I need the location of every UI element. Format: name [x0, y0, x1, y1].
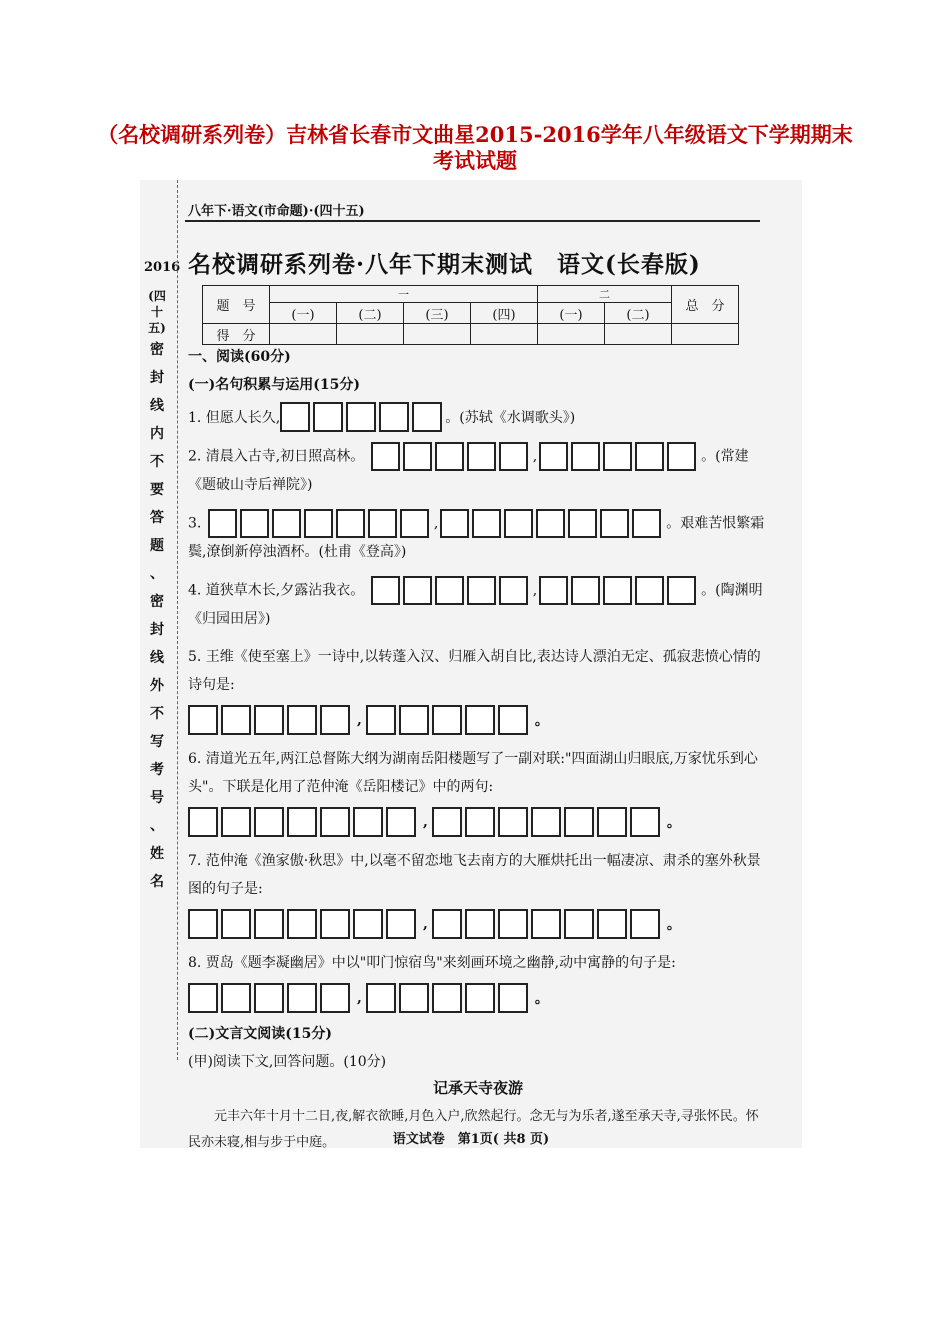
- answer-box[interactable]: [498, 983, 528, 1013]
- answer-box[interactable]: [254, 705, 284, 735]
- q4-prefix: 4. 道狭草木长,夕露沾我衣。: [188, 582, 365, 599]
- part-classical-reading: (二)文言文阅读(15分): [188, 1026, 332, 1042]
- score-label-score: 得 分: [203, 324, 270, 345]
- answer-box[interactable]: [221, 983, 251, 1013]
- answer-box[interactable]: [320, 705, 350, 735]
- score-col-6: (二): [605, 303, 672, 324]
- answer-box[interactable]: [568, 509, 597, 538]
- side-text-2: 封: [150, 370, 164, 386]
- answer-box[interactable]: [498, 807, 528, 837]
- answer-box[interactable]: [632, 509, 661, 538]
- seal-dashed-line: [177, 180, 179, 1060]
- answer-box[interactable]: [188, 909, 218, 939]
- answer-box[interactable]: [499, 442, 528, 471]
- side-text-14: 不: [150, 706, 164, 722]
- side-text-3: 线: [150, 398, 164, 414]
- side-text-0: (四十五): [148, 289, 166, 335]
- answer-box[interactable]: [399, 705, 429, 735]
- answer-box[interactable]: [603, 576, 632, 605]
- side-year: 2016: [144, 260, 181, 275]
- answer-box[interactable]: [600, 509, 629, 538]
- side-text-5: 不: [150, 454, 164, 470]
- q6-answer-row: [188, 807, 768, 837]
- q2-prefix: 2. 清晨入古寺,初日照高林。: [188, 448, 365, 465]
- answer-box[interactable]: [635, 442, 664, 471]
- side-text-19: 姓: [150, 846, 164, 862]
- part-2a-instruction: (甲)阅读下文,回答问题。(10分): [188, 1054, 387, 1070]
- answer-box[interactable]: [272, 509, 301, 538]
- side-text-8: 题: [150, 538, 164, 554]
- answer-box[interactable]: [564, 909, 594, 939]
- answer-box[interactable]: [630, 807, 660, 837]
- answer-box[interactable]: [254, 983, 284, 1013]
- passage-text: 元丰六年十月十二日,夜,解衣欲睡,月色入户,欣然起行。念无与为乐者,遂至承天寺,寻张怀民。怀民亦未寝,相与步于中庭。: [188, 1109, 759, 1148]
- question-1: [188, 402, 768, 432]
- page-footer: 语文试卷 第1页( 共8 页): [392, 1132, 550, 1147]
- answer-box[interactable]: [536, 509, 565, 538]
- answer-box[interactable]: [304, 509, 333, 538]
- answer-box[interactable]: [287, 705, 317, 735]
- q1-prefix: 1. 但愿人长久,: [188, 410, 281, 426]
- answer-box[interactable]: [597, 909, 627, 939]
- answer-box[interactable]: [371, 576, 400, 605]
- side-text-12: 线: [150, 650, 164, 666]
- answer-box[interactable]: [240, 509, 269, 538]
- answer-box[interactable]: [346, 402, 376, 432]
- q3-suffix: 。艰难苦恨繁霜鬓,潦倒新停浊酒杯。(杜甫《登高》): [188, 515, 765, 560]
- q7-answer-row: [188, 909, 768, 939]
- score-col-1: (一): [270, 303, 337, 324]
- answer-box[interactable]: [254, 807, 284, 837]
- score-cell[interactable]: [471, 324, 538, 345]
- answer-box[interactable]: [366, 983, 396, 1013]
- answer-box[interactable]: [498, 909, 528, 939]
- q3-prefix: 3.: [188, 515, 202, 532]
- side-text-9: 、: [150, 566, 164, 582]
- answer-box[interactable]: [571, 442, 600, 471]
- answer-box[interactable]: [432, 983, 462, 1013]
- answer-box[interactable]: [498, 705, 528, 735]
- comma: ,: [433, 515, 439, 532]
- answer-box[interactable]: [313, 402, 343, 432]
- answer-box[interactable]: [435, 442, 464, 471]
- q1-suffix: 。(苏轼《水调歌头》): [445, 410, 576, 426]
- answer-box[interactable]: [379, 402, 409, 432]
- question-4: [188, 576, 768, 633]
- score-col-3: (三): [404, 303, 471, 324]
- score-table: [202, 285, 739, 345]
- answer-box[interactable]: [353, 909, 383, 939]
- answer-box[interactable]: [597, 807, 627, 837]
- side-text-6: 要: [150, 482, 164, 498]
- answer-box[interactable]: [188, 983, 218, 1013]
- score-cell[interactable]: [538, 324, 605, 345]
- comma: ,: [423, 814, 428, 830]
- comma: ,: [532, 448, 538, 465]
- answer-box[interactable]: [465, 983, 495, 1013]
- answer-box[interactable]: [287, 909, 317, 939]
- answer-box[interactable]: [188, 705, 218, 735]
- comma: ,: [423, 916, 428, 932]
- answer-box[interactable]: [188, 807, 218, 837]
- document-title: （名校调研系列卷）吉林省长春市文曲星2015-2016学年八年级语文下学期期末考试试题: [97, 122, 853, 173]
- section-reading: 一、阅读(60分): [188, 349, 291, 365]
- period: 。: [534, 713, 549, 729]
- answer-box[interactable]: [336, 509, 365, 538]
- answer-box[interactable]: [320, 983, 350, 1013]
- answer-box[interactable]: [399, 983, 429, 1013]
- answer-box[interactable]: [287, 983, 317, 1013]
- answer-box[interactable]: [467, 576, 496, 605]
- answer-box[interactable]: [531, 909, 561, 939]
- answer-box[interactable]: [287, 807, 317, 837]
- score-group-2: 二: [538, 286, 672, 303]
- side-seal-margin: [144, 260, 181, 896]
- score-cell[interactable]: [337, 324, 404, 345]
- answer-box[interactable]: [403, 576, 432, 605]
- answer-box[interactable]: [440, 509, 469, 538]
- side-text-15: 写: [150, 734, 164, 750]
- answer-box[interactable]: [564, 807, 594, 837]
- score-group-1: 一: [270, 286, 538, 303]
- answer-box[interactable]: [499, 576, 528, 605]
- answer-box[interactable]: [280, 402, 310, 432]
- answer-box[interactable]: [432, 807, 462, 837]
- side-text-11: 封: [150, 622, 164, 638]
- period: 。: [534, 991, 549, 1007]
- answer-box[interactable]: [603, 442, 632, 471]
- side-text-1: 密: [150, 342, 164, 358]
- passage-title: 记承天寺夜游: [432, 1079, 523, 1097]
- answer-box[interactable]: [531, 807, 561, 837]
- answer-box[interactable]: [571, 576, 600, 605]
- answer-box[interactable]: [208, 509, 237, 538]
- answer-box[interactable]: [320, 807, 350, 837]
- side-text-13: 外: [150, 678, 164, 694]
- answer-box[interactable]: [667, 576, 696, 605]
- answer-box[interactable]: [221, 705, 251, 735]
- score-col-5: (一): [538, 303, 605, 324]
- score-cell[interactable]: [605, 324, 672, 345]
- answer-box[interactable]: [353, 807, 383, 837]
- side-text-17: 号: [150, 790, 164, 806]
- q8-answer-row: [188, 983, 768, 1013]
- score-label-number: 题 号: [203, 286, 270, 324]
- question-8: 8. 贾岛《题李凝幽居》中以"叩门惊宿鸟"来刻画环境之幽静,动中寓静的句子是:: [188, 955, 676, 971]
- answer-box[interactable]: [386, 807, 416, 837]
- answer-box[interactable]: [412, 402, 442, 432]
- answer-box[interactable]: [254, 909, 284, 939]
- exam-banner: 名校调研系列卷·八年下期末测试 语文(长春版): [188, 251, 701, 278]
- comma: ,: [532, 582, 538, 599]
- score-cell[interactable]: [404, 324, 471, 345]
- score-cell[interactable]: [672, 324, 739, 345]
- answer-box[interactable]: [472, 509, 501, 538]
- comma: ,: [357, 712, 362, 728]
- answer-box[interactable]: [368, 509, 397, 538]
- answer-box[interactable]: [465, 807, 495, 837]
- answer-box[interactable]: [467, 442, 496, 471]
- question-6: 6. 清道光五年,两江总督陈大纲为湖南岳阳楼题写了一副对联:"四面湖山归眼底,万家忧乐到心头"。下联是化用了范仲淹《岳阳楼记》中的两句:: [188, 751, 758, 795]
- score-cell[interactable]: [270, 324, 337, 345]
- answer-box[interactable]: [386, 909, 416, 939]
- q2-suffix: 。(常建《题破山寺后禅院》): [188, 448, 749, 493]
- sheet-header: 八年下·语文(市命题)·(四十五): [188, 204, 365, 219]
- question-3: [188, 509, 768, 566]
- score-col-4: (四): [471, 303, 538, 324]
- question-5: 5. 王维《使至塞上》一诗中,以转蓬入汉、归雁入胡自比,表达诗人漂泊无定、孤寂悲愤心情的诗句是:: [188, 649, 761, 693]
- side-text-10: 密: [150, 594, 164, 610]
- exam-content: [188, 346, 768, 1148]
- side-text-20: 名: [150, 874, 164, 890]
- answer-box[interactable]: [539, 576, 568, 605]
- comma: ,: [357, 990, 362, 1006]
- period: 。: [666, 815, 681, 831]
- answer-box[interactable]: [667, 442, 696, 471]
- answer-box[interactable]: [435, 576, 464, 605]
- score-col-2: (二): [337, 303, 404, 324]
- answer-box[interactable]: [432, 909, 462, 939]
- answer-box[interactable]: [221, 909, 251, 939]
- side-text-16: 考: [150, 762, 164, 778]
- q5-answer-row: [188, 705, 768, 735]
- side-text-4: 内: [150, 426, 164, 442]
- answer-box[interactable]: [504, 509, 533, 538]
- answer-box[interactable]: [221, 807, 251, 837]
- answer-box[interactable]: [630, 909, 660, 939]
- score-total-label: 总 分: [672, 286, 739, 324]
- answer-box[interactable]: [371, 442, 400, 471]
- answer-box[interactable]: [366, 705, 396, 735]
- answer-box[interactable]: [320, 909, 350, 939]
- answer-box[interactable]: [403, 442, 432, 471]
- period: 。: [666, 917, 681, 933]
- answer-box[interactable]: [465, 705, 495, 735]
- answer-box[interactable]: [432, 705, 462, 735]
- scanned-exam-page: [140, 180, 802, 1148]
- question-7: 7. 范仲淹《渔家傲·秋思》中,以毫不留恋地飞去南方的大雁烘托出一幅凄凉、肃杀的塞外秋景图的句子是:: [188, 853, 761, 897]
- answer-box[interactable]: [539, 442, 568, 471]
- answer-box[interactable]: [465, 909, 495, 939]
- side-text-7: 答: [150, 510, 164, 526]
- side-text-18: 、: [150, 818, 164, 834]
- q4-suffix: 。(陶渊明《归园田居》): [188, 582, 763, 627]
- answer-box[interactable]: [400, 509, 429, 538]
- answer-box[interactable]: [635, 576, 664, 605]
- header-rule: [185, 220, 760, 222]
- question-2: [188, 442, 768, 499]
- part-famous-lines: (一)名句积累与运用(15分): [188, 377, 360, 393]
